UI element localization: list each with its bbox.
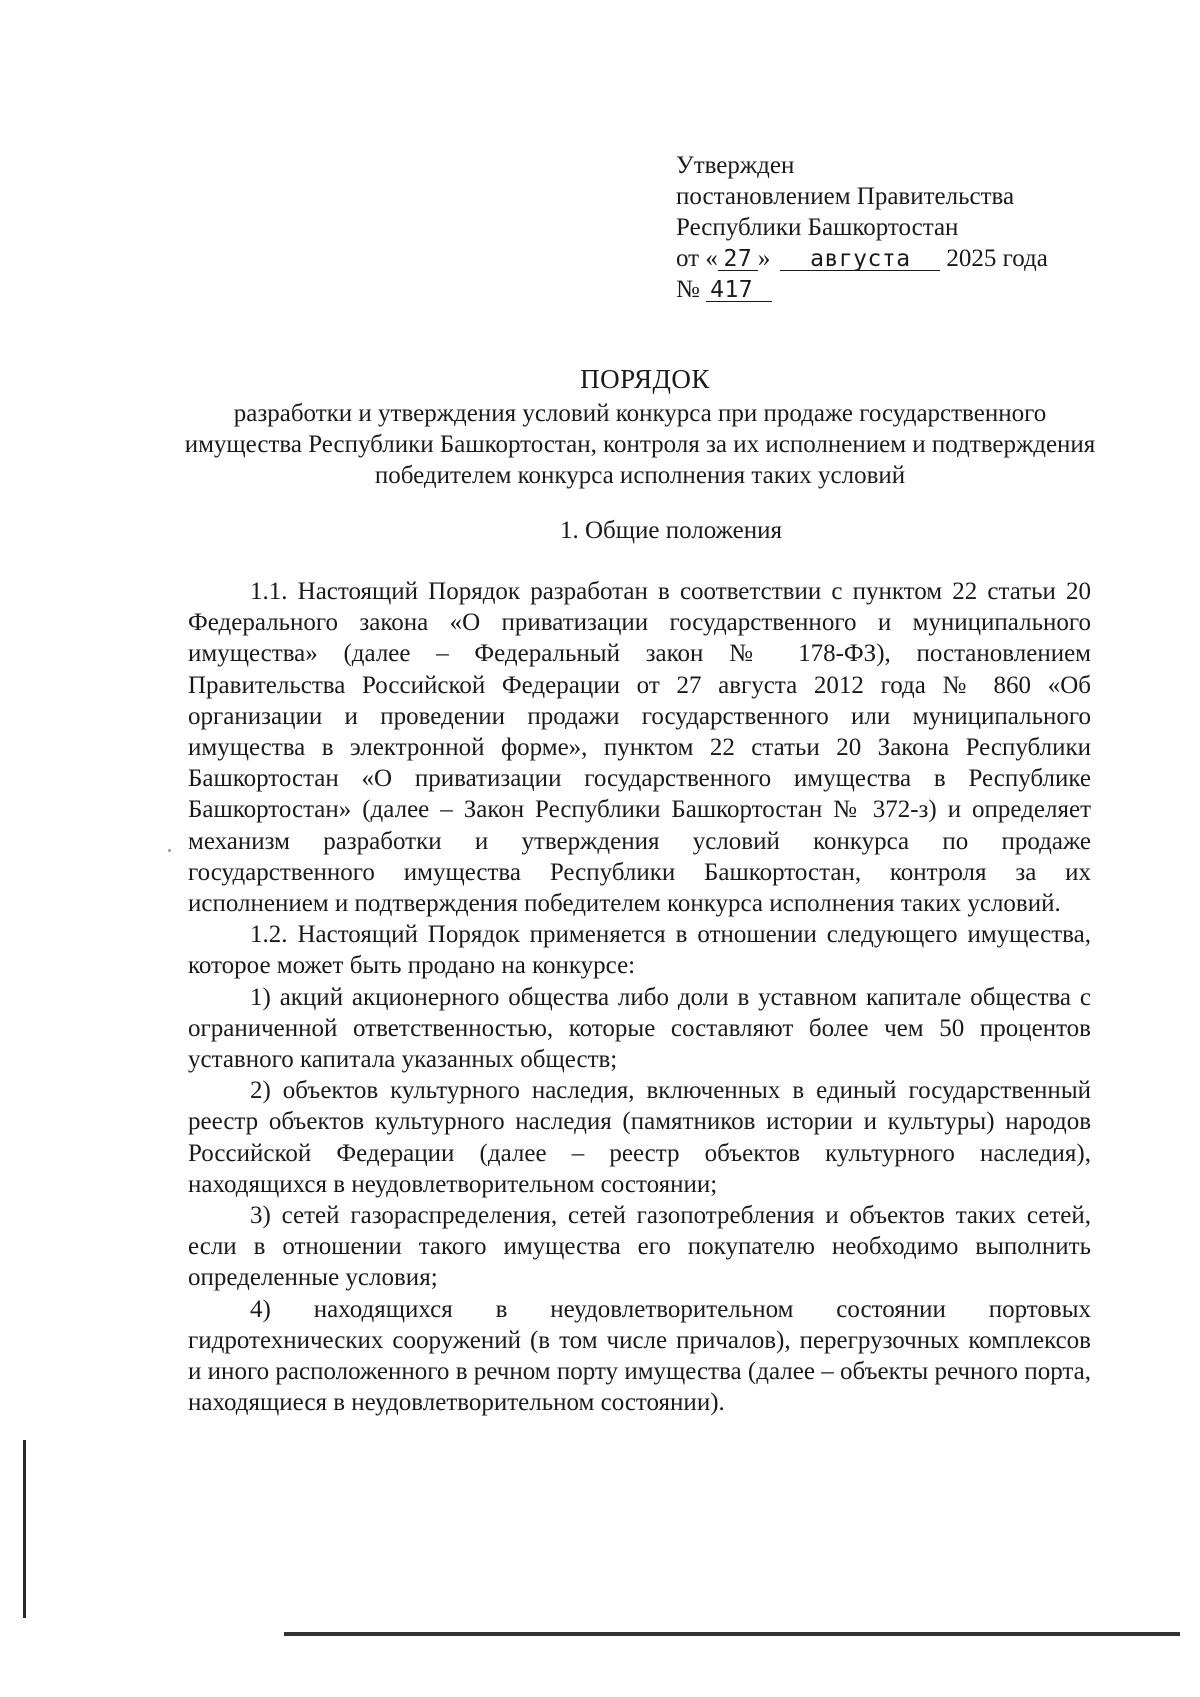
document-title: ПОРЯДОК	[580, 364, 710, 394]
number-prefix: №	[676, 276, 700, 303]
approval-line-2: постановлением Правительства	[676, 183, 1015, 210]
approval-line-1: Утвержден	[676, 152, 795, 179]
list-item-1: 1) акций акционерного общества либо доли в уставном капитале общества с ограниченной ответственностью, которые составляют более чем 50 процентов уставного капитала указанных обществ;	[188, 983, 1091, 1074]
paragraph-1-2: 1.2. Настоящий Порядок применяется в отношении следующего имущества, которое может быть продано на конкурсе:	[188, 921, 1091, 980]
list-item-3: 3) сетей газораспределения, сетей газопотребления и объектов таких сетей, если в отношении такого имущества его покупателю необходимо выполнить определенные условия;	[188, 1202, 1091, 1292]
approval-number-line	[676, 274, 1048, 305]
date-day: 27	[718, 248, 758, 271]
approval-block	[676, 150, 1048, 305]
document-subtitle: разработки и утверждения условий конкурса при продаже государственного имущества Республики Башкортостан, контроля за их исполнением и подтверждения победителем конкурса исполнения таких условий	[184, 400, 1096, 489]
list-item-4: 4) находящихся в неудовлетворительном состоянии портовых гидротехнических сооружений (в том числе причалов), перегрузочных комплексов и иного расположенного в речном порту имущества (далее – объекты речного порта, находящиеся в неудовлетворительном состоянии).	[188, 1295, 1091, 1417]
body-text	[188, 576, 1091, 1418]
scan-edge-line-bottom	[284, 1632, 1180, 1636]
list-item-2: 2) объектов культурного наследия, включенных в единый государственный реестр объектов культурного наследия (памятников истории и культуры) народов Российской Федерации (далее – реестр объектов культурного наследия), находящихся в неудовлетворительном состоянии;	[188, 1077, 1091, 1198]
paragraph-1-1: 1.1. Настоящий Порядок разработан в соответствии с пунктом 22 статьи 20 Федерального закона «О приватизации государственного и муниципального имущества» (далее – Федеральный закон № 178-ФЗ), постановлением Правительства Российской Федерации от 27 августа 2012 года № 860 «Об организации и проведении продажи государственного или муниципального имущества в электронной форме», пунктом 22 статьи 20 Закона Республики Башкортостан «О приватизации государственного имущества в Республике Башкортостан» (далее – Закон Республики Башкортостан № 372-з) и определяет механизм разработки и утверждения условий конкурса по продаже государственного имущества Республики Башкортостан, контроля за их исполнением и подтверждения победителем конкурса исполнения таких условий.	[188, 578, 1091, 918]
date-quote-close: »	[757, 245, 771, 272]
date-prefix: от «	[676, 245, 718, 272]
section-heading: 1. Общие положения	[560, 517, 782, 544]
date-year: 2025 года	[946, 245, 1048, 272]
approval-date-line	[676, 243, 1048, 274]
approval-line-3: Республики Башкортостан	[676, 214, 959, 241]
scan-speck	[168, 849, 171, 852]
scan-edge-line-left	[23, 1440, 26, 1618]
date-month: августа	[780, 248, 940, 271]
number-value: 417	[706, 279, 772, 302]
